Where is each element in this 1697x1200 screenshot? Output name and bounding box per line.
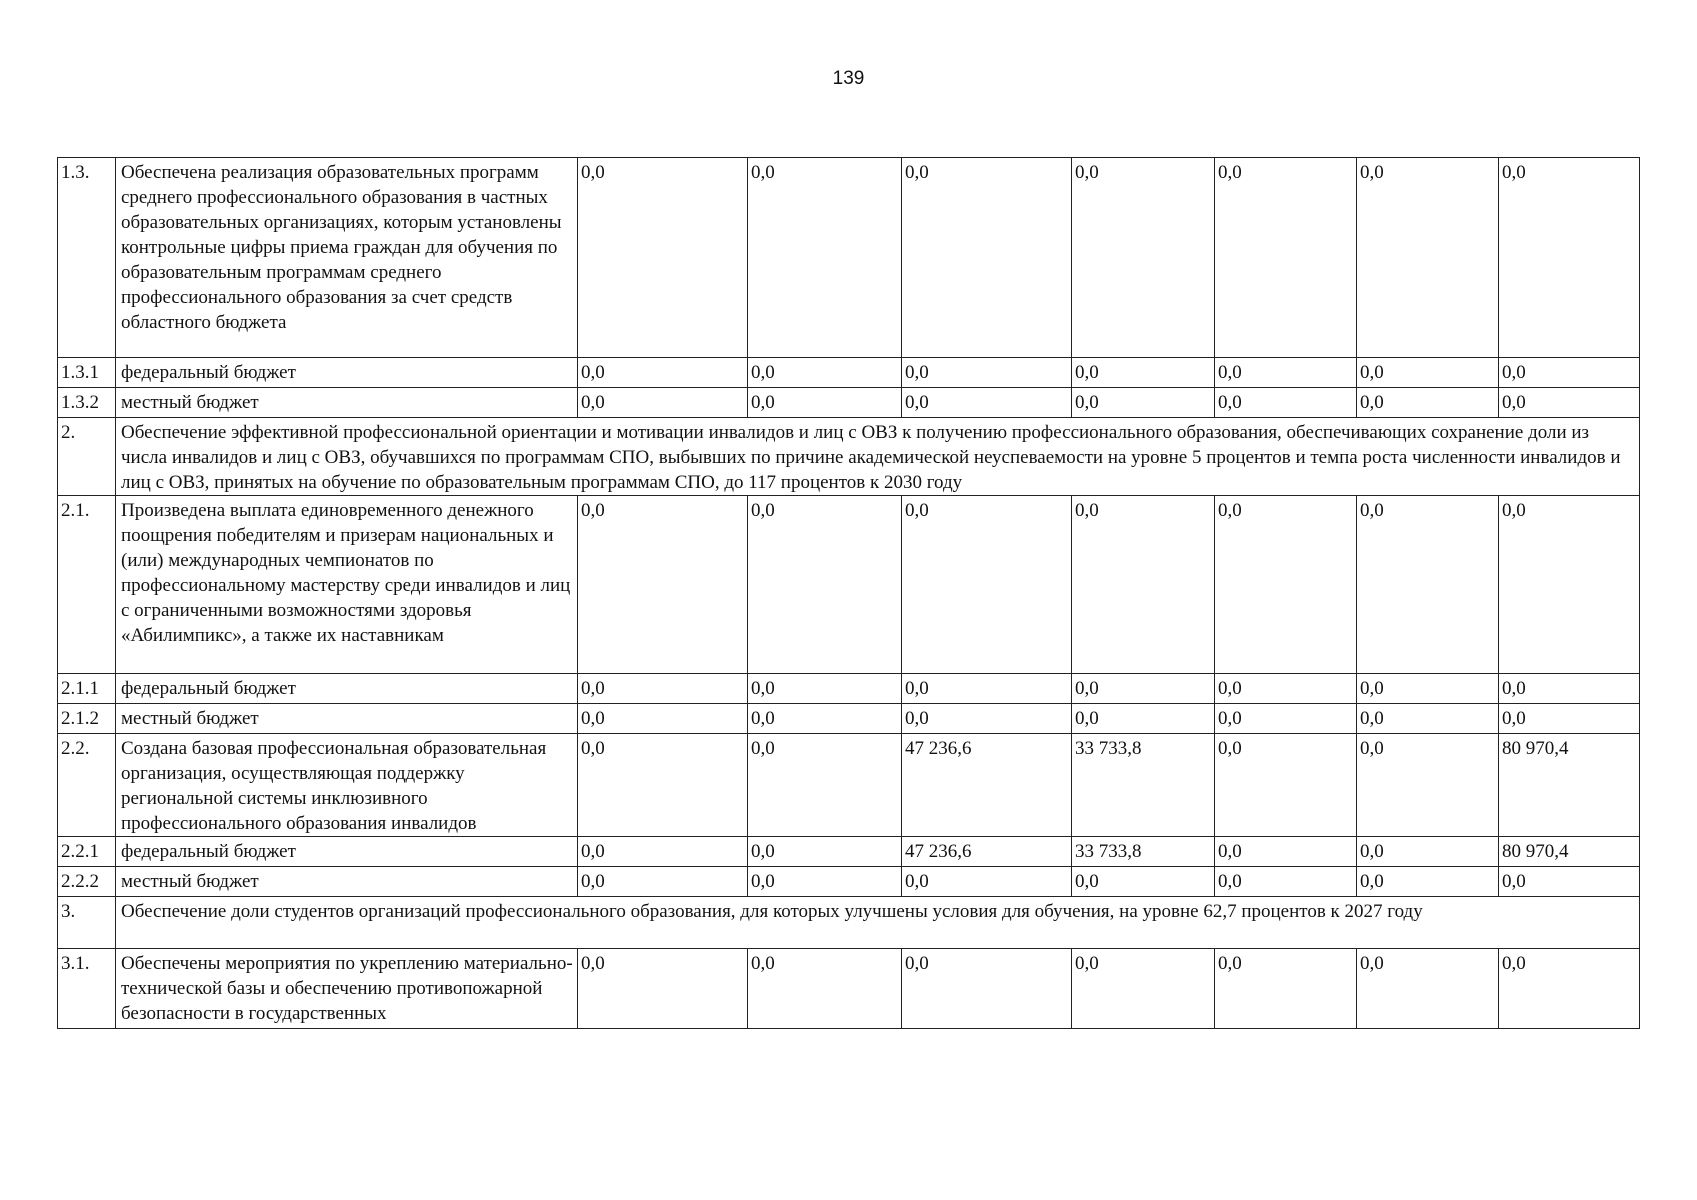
value-cell: 0,0 — [1215, 358, 1357, 388]
table-row — [58, 496, 1640, 674]
table-row — [58, 867, 1640, 897]
value-cell: 0,0 — [578, 949, 748, 1029]
row-description: федеральный бюджет — [116, 358, 578, 388]
value-cell: 0,0 — [748, 734, 902, 837]
value-cell: 47 236,6 — [902, 837, 1072, 867]
value-cell: 0,0 — [1215, 867, 1357, 897]
value-cell: 0,0 — [578, 388, 748, 418]
section-row — [58, 897, 1640, 949]
value-cell: 0,0 — [1072, 388, 1215, 418]
value-cell: 0,0 — [1357, 867, 1499, 897]
table-row — [58, 358, 1640, 388]
value-cell: 0,0 — [578, 674, 748, 704]
row-number: 2.2. — [58, 734, 116, 837]
row-number: 2.1.1 — [58, 674, 116, 704]
value-cell: 0,0 — [902, 674, 1072, 704]
value-cell: 0,0 — [902, 867, 1072, 897]
value-cell: 0,0 — [1357, 837, 1499, 867]
value-cell: 0,0 — [748, 358, 902, 388]
value-cell: 0,0 — [578, 496, 748, 674]
row-number: 2.2.2 — [58, 867, 116, 897]
value-cell: 0,0 — [1357, 158, 1499, 358]
value-cell: 0,0 — [1215, 388, 1357, 418]
value-cell: 0,0 — [1499, 358, 1640, 388]
table-row — [58, 388, 1640, 418]
value-cell: 0,0 — [1072, 867, 1215, 897]
value-cell: 0,0 — [1499, 388, 1640, 418]
table-row — [58, 704, 1640, 734]
table-row — [58, 158, 1640, 358]
value-cell: 0,0 — [902, 949, 1072, 1029]
value-cell: 0,0 — [1499, 949, 1640, 1029]
value-cell: 0,0 — [1499, 704, 1640, 734]
value-cell: 0,0 — [1357, 388, 1499, 418]
row-number: 2.1.2 — [58, 704, 116, 734]
value-cell: 0,0 — [578, 867, 748, 897]
value-cell: 0,0 — [748, 496, 902, 674]
value-cell: 0,0 — [1357, 734, 1499, 837]
row-description: федеральный бюджет — [116, 837, 578, 867]
value-cell: 33 733,8 — [1072, 734, 1215, 837]
row-number: 3.1. — [58, 949, 116, 1029]
row-description: местный бюджет — [116, 867, 578, 897]
row-description: местный бюджет — [116, 704, 578, 734]
value-cell: 0,0 — [1357, 704, 1499, 734]
value-cell: 0,0 — [1499, 158, 1640, 358]
value-cell: 0,0 — [578, 734, 748, 837]
value-cell: 0,0 — [578, 158, 748, 358]
row-number: 2. — [58, 418, 116, 496]
row-description: федеральный бюджет — [116, 674, 578, 704]
row-description: местный бюджет — [116, 388, 578, 418]
value-cell: 0,0 — [1072, 358, 1215, 388]
section-row — [58, 418, 1640, 496]
value-cell: 0,0 — [748, 388, 902, 418]
section-title: Обеспечение эффективной профессиональной ориентации и мотивации инвалидов и лиц с ОВЗ к получению профессионального образования, обеспечивающих сохранение доли из числа инвалидов и лиц с ОВЗ, обучавшихся по программам СПО, выбывших по причине академической неуспеваемости на уровне 5 процентов и темпа роста численности инвалидов и лиц с ОВЗ, принятых на обучение по образовательным программам СПО, до 117 процентов к 2030 году — [116, 418, 1640, 496]
value-cell: 0,0 — [1215, 496, 1357, 674]
table-row — [58, 734, 1640, 837]
row-number: 2.1. — [58, 496, 116, 674]
value-cell: 0,0 — [1072, 158, 1215, 358]
value-cell: 0,0 — [902, 158, 1072, 358]
value-cell: 0,0 — [1215, 158, 1357, 358]
value-cell: 0,0 — [1357, 949, 1499, 1029]
row-number: 3. — [58, 897, 116, 949]
value-cell: 0,0 — [902, 704, 1072, 734]
value-cell: 0,0 — [1499, 674, 1640, 704]
value-cell: 0,0 — [578, 358, 748, 388]
value-cell: 0,0 — [902, 496, 1072, 674]
value-cell: 33 733,8 — [1072, 837, 1215, 867]
value-cell: 0,0 — [902, 358, 1072, 388]
table-row — [58, 674, 1640, 704]
section-title: Обеспечение доли студентов организаций профессионального образования, для которых улучшены условия для обучения, на уровне 62,7 процентов к 2027 году — [116, 897, 1640, 949]
row-description: Обеспечена реализация образовательных программ среднего профессионального образования в частных образовательных организациях, которым установлены контрольные цифры приема граждан для обучения по образовательным программам среднего профессионального образования за счет средств областного бюджета — [116, 158, 578, 358]
value-cell: 47 236,6 — [902, 734, 1072, 837]
value-cell: 0,0 — [1072, 949, 1215, 1029]
value-cell: 0,0 — [1215, 949, 1357, 1029]
table-row — [58, 949, 1640, 1029]
value-cell: 0,0 — [1499, 496, 1640, 674]
row-number: 1.3.1 — [58, 358, 116, 388]
value-cell: 80 970,4 — [1499, 837, 1640, 867]
table-body — [58, 158, 1640, 1029]
value-cell: 0,0 — [902, 388, 1072, 418]
value-cell: 0,0 — [1215, 704, 1357, 734]
row-description: Произведена выплата единовременного денежного поощрения победителям и призерам национальных и (или) международных чемпионатов по профессиональному мастерству среди инвалидов и лиц с ограниченными возможностями здоровья «Абилимпикс», а также их наставникам — [116, 496, 578, 674]
value-cell: 0,0 — [1357, 358, 1499, 388]
value-cell: 0,0 — [1072, 496, 1215, 674]
value-cell: 0,0 — [748, 158, 902, 358]
value-cell: 0,0 — [578, 837, 748, 867]
value-cell: 0,0 — [1499, 867, 1640, 897]
row-number: 2.2.1 — [58, 837, 116, 867]
value-cell: 0,0 — [748, 949, 902, 1029]
value-cell: 80 970,4 — [1499, 734, 1640, 837]
value-cell: 0,0 — [748, 837, 902, 867]
value-cell: 0,0 — [1357, 674, 1499, 704]
value-cell: 0,0 — [1357, 496, 1499, 674]
value-cell: 0,0 — [748, 674, 902, 704]
table-row — [58, 837, 1640, 867]
budget-table — [57, 157, 1640, 1029]
value-cell: 0,0 — [748, 704, 902, 734]
value-cell: 0,0 — [1072, 674, 1215, 704]
value-cell: 0,0 — [748, 867, 902, 897]
value-cell: 0,0 — [1215, 734, 1357, 837]
row-number: 1.3.2 — [58, 388, 116, 418]
row-number: 1.3. — [58, 158, 116, 358]
value-cell: 0,0 — [578, 704, 748, 734]
value-cell: 0,0 — [1215, 674, 1357, 704]
page-number: 139 — [832, 68, 865, 89]
row-description: Обеспечены мероприятия по укреплению материально-технической базы и обеспечению противопожарной безопасности в государственных — [116, 949, 578, 1029]
value-cell: 0,0 — [1072, 704, 1215, 734]
value-cell: 0,0 — [1215, 837, 1357, 867]
row-description: Создана базовая профессиональная образовательная организация, осуществляющая поддержку региональной системы инклюзивного профессионального образования инвалидов — [116, 734, 578, 837]
